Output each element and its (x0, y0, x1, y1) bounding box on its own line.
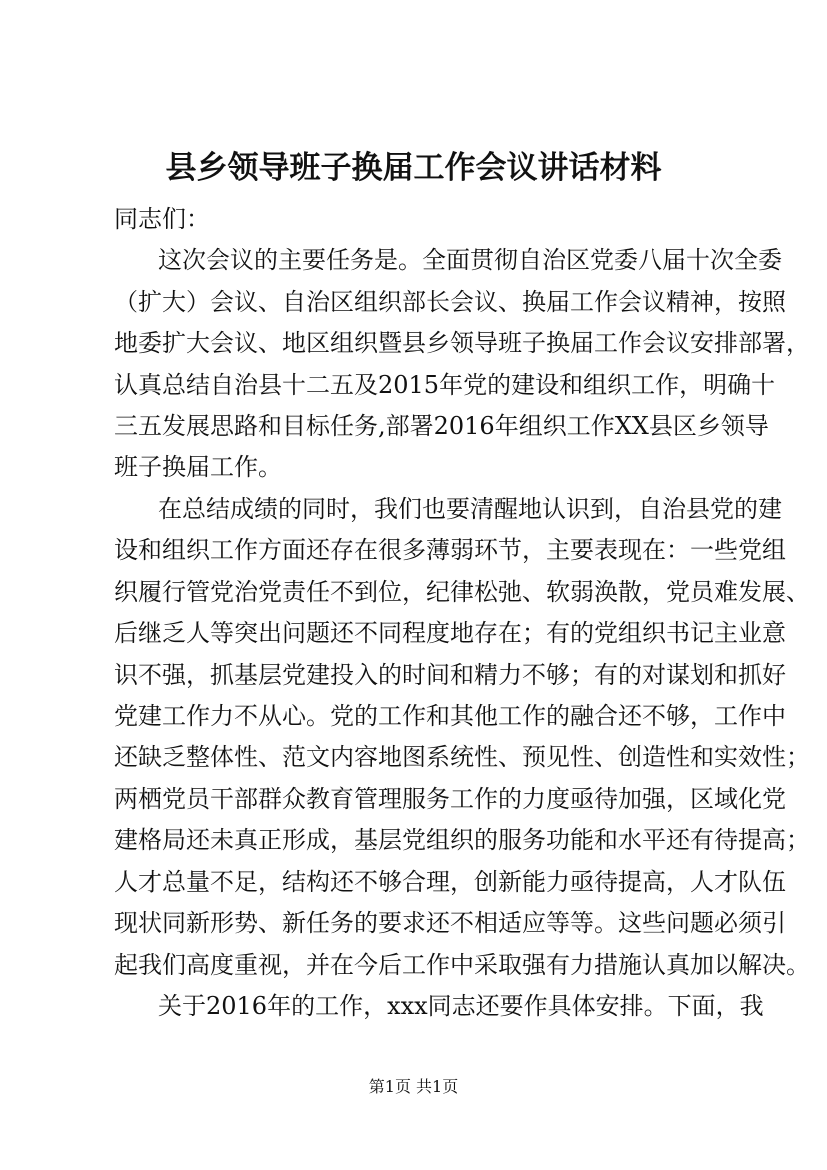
page-footer: 第1页 共1页 (368, 1077, 459, 1096)
document-title: 县乡领导班子换届工作会议讲话材料 (165, 150, 662, 186)
paragraph-line: 织履行管党治党责任不到位，纪律松弛、软弱涣散，党员难发展、 (114, 578, 810, 606)
paragraph-line: 党建工作力不从心。党的工作和其他工作的融合还不够，工作中 (114, 702, 786, 730)
paragraph-line: 起我们高度重视，并在今后工作中采取强有力措施认真加以解决。 (114, 951, 810, 979)
paragraph-line: 在总结成绩的同时，我们也要清醒地认识到，自治县党的建 (158, 495, 782, 523)
paragraph-line: 设和组织工作方面还存在很多薄弱环节，主要表现在：一些党组 (114, 536, 786, 564)
paragraph-line: 三五发展思路和目标任务,部署2016年组织工作XX县区乡领导 (114, 412, 769, 440)
paragraph-line: 关于2016年的工作，xxx同志还要作具体安排。下面，我 (158, 992, 764, 1020)
greeting-line: 同志们： (114, 205, 210, 233)
paragraph-line: 认真总结自治县十二五及2015年党的建设和组织工作，明确十 (114, 371, 776, 399)
paragraph-line: 识不强，抓基层党建投入的时间和精力不够；有的对谋划和抓好 (114, 661, 786, 689)
paragraph-line: 现状同新形势、新任务的要求还不相适应等等。这些问题必须引 (114, 909, 786, 937)
paragraph-line: 班子换届工作。 (114, 453, 282, 481)
paragraph-line: 还缺乏整体性、范文内容地图系统性、预见性、创造性和实效性； (114, 743, 810, 771)
paragraph-line: 建格局还未真正形成，基层党组织的服务功能和水平还有待提高； (114, 826, 810, 854)
paragraph-line: 两栖党员干部群众教育管理服务工作的力度亟待加强，区域化党 (114, 785, 786, 813)
paragraph-line: （扩大）会议、自治区组织部长会议、换届工作会议精神，按照 (114, 288, 786, 316)
paragraph-line: 后继乏人等突出问题还不同程度地存在；有的党组织书记主业意 (114, 619, 786, 647)
paragraph-line: 人才总量不足，结构还不够合理，创新能力亟待提高，人才队伍 (114, 868, 786, 896)
paragraph-line: 地委扩大会议、地区组织暨县乡领导班子换届工作会议安排部署， (114, 329, 810, 357)
paragraph-line: 这次会议的主要任务是。全面贯彻自治区党委八届十次全委 (158, 246, 782, 274)
